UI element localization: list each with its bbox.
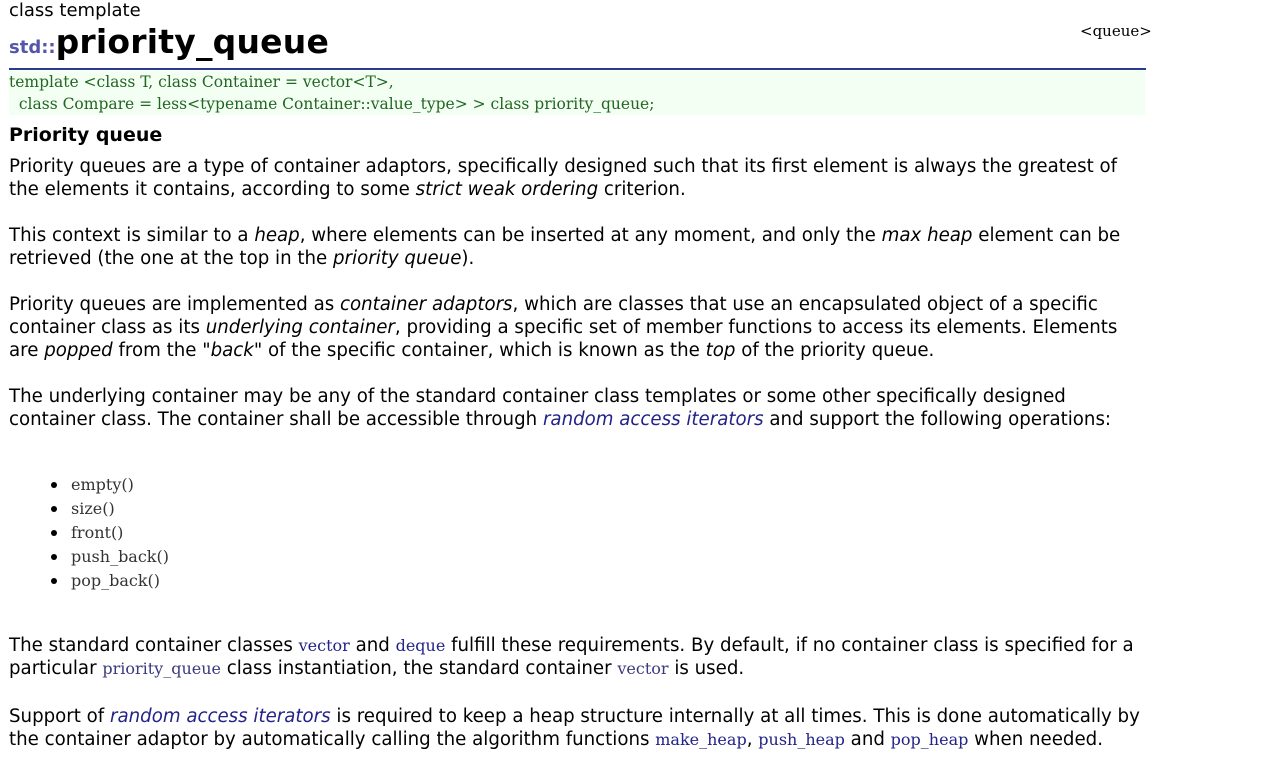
- declaration-line-1: template <class T, class Container = vector<T>,: [9, 73, 394, 91]
- link-pop-heap[interactable]: pop_heap: [890, 730, 969, 749]
- paragraph-underlying: The underlying container may be any of the standard container class templates or some other specifically designed container class. The container shall be accessible through random access iterators and support the following operations:: [9, 386, 1112, 430]
- section-title: Priority queue: [9, 124, 163, 146]
- paragraph-intro: Priority queues are a type of container adaptors, specifically designed such that its first element is always the greatest of the elements it contains, according to some strict weak ordering criterion.: [9, 156, 1118, 200]
- bullet-icon: [51, 578, 57, 584]
- link-random-access-iterators-2[interactable]: random access iterators: [110, 706, 331, 727]
- operation-empty: empty(): [71, 475, 134, 494]
- link-random-access-iterators[interactable]: random access iterators: [542, 409, 764, 430]
- code-priority-queue: priority_queue: [102, 659, 222, 678]
- bullet-icon: [51, 482, 57, 488]
- operation-size: size(): [71, 499, 115, 518]
- paragraph-adaptors: Priority queues are implemented as container adaptors, which are classes that use an encapsulated object of a specific container class as its underlying container, providing a specific set of member functions to access its elements. Elements are popped from the "back" of the specific container, which is known as the top of the priority queue.: [9, 294, 1118, 361]
- link-vector[interactable]: vector: [298, 636, 350, 655]
- bullet-icon: [51, 506, 57, 512]
- paragraph-support: Support of random access iterators is required to keep a heap structure internally at all times. This is done automatically by the container adaptor by automatically calling the algorithm functions make_heap, push_heap and pop_heap when needed.: [9, 706, 1140, 750]
- namespace-prefix: std::: [9, 37, 56, 58]
- term-popped: popped: [44, 340, 113, 361]
- operations-list: [0, 473, 169, 593]
- term-back: "back": [202, 340, 263, 361]
- paragraph-standard-containers: The standard container classes vector and deque fulfill these requirements. By default, if no container class is specified for a particular priority_queue class instantiation, the standard container vector is used.: [9, 635, 1134, 679]
- term-max-heap: max heap: [881, 225, 973, 246]
- code-vector: vector: [617, 659, 669, 678]
- header-link-queue[interactable]: <queue>: [1080, 22, 1152, 40]
- operation-front: front(): [71, 523, 124, 542]
- operation-push-back: push_back(): [71, 547, 169, 566]
- term-priority-queue: priority queue: [333, 248, 462, 269]
- term-top: top: [705, 340, 736, 361]
- template-declaration: [9, 71, 1145, 115]
- list-item: [0, 521, 169, 545]
- list-item: [0, 569, 169, 593]
- bullet-icon: [51, 554, 57, 560]
- term-container-adaptors: container adaptors: [339, 294, 513, 315]
- class-name: priority_queue: [55, 22, 330, 61]
- page-title: [9, 22, 329, 68]
- term-strict-weak-ordering: strict weak ordering: [415, 179, 599, 200]
- term-underlying-container: underlying container: [205, 317, 395, 338]
- title-rule: [9, 68, 1146, 70]
- operation-pop-back: pop_back(): [71, 571, 161, 590]
- class-kind-label: class template: [9, 0, 141, 21]
- list-item: [0, 545, 169, 569]
- list-item: [0, 497, 169, 521]
- link-make-heap[interactable]: make_heap: [655, 730, 747, 749]
- list-item: [0, 473, 169, 497]
- paragraph-heap: This context is similar to a heap, where elements can be inserted at any moment, and only the max heap element can be retrieved (the one at the top in the priority queue).: [9, 225, 1121, 269]
- declaration-line-2: class Compare = less<typename Container::value_type> > class priority_queue;: [9, 95, 655, 113]
- link-push-heap[interactable]: push_heap: [758, 730, 845, 749]
- term-heap: heap: [254, 225, 300, 246]
- bullet-icon: [51, 530, 57, 536]
- link-deque[interactable]: deque: [395, 636, 446, 655]
